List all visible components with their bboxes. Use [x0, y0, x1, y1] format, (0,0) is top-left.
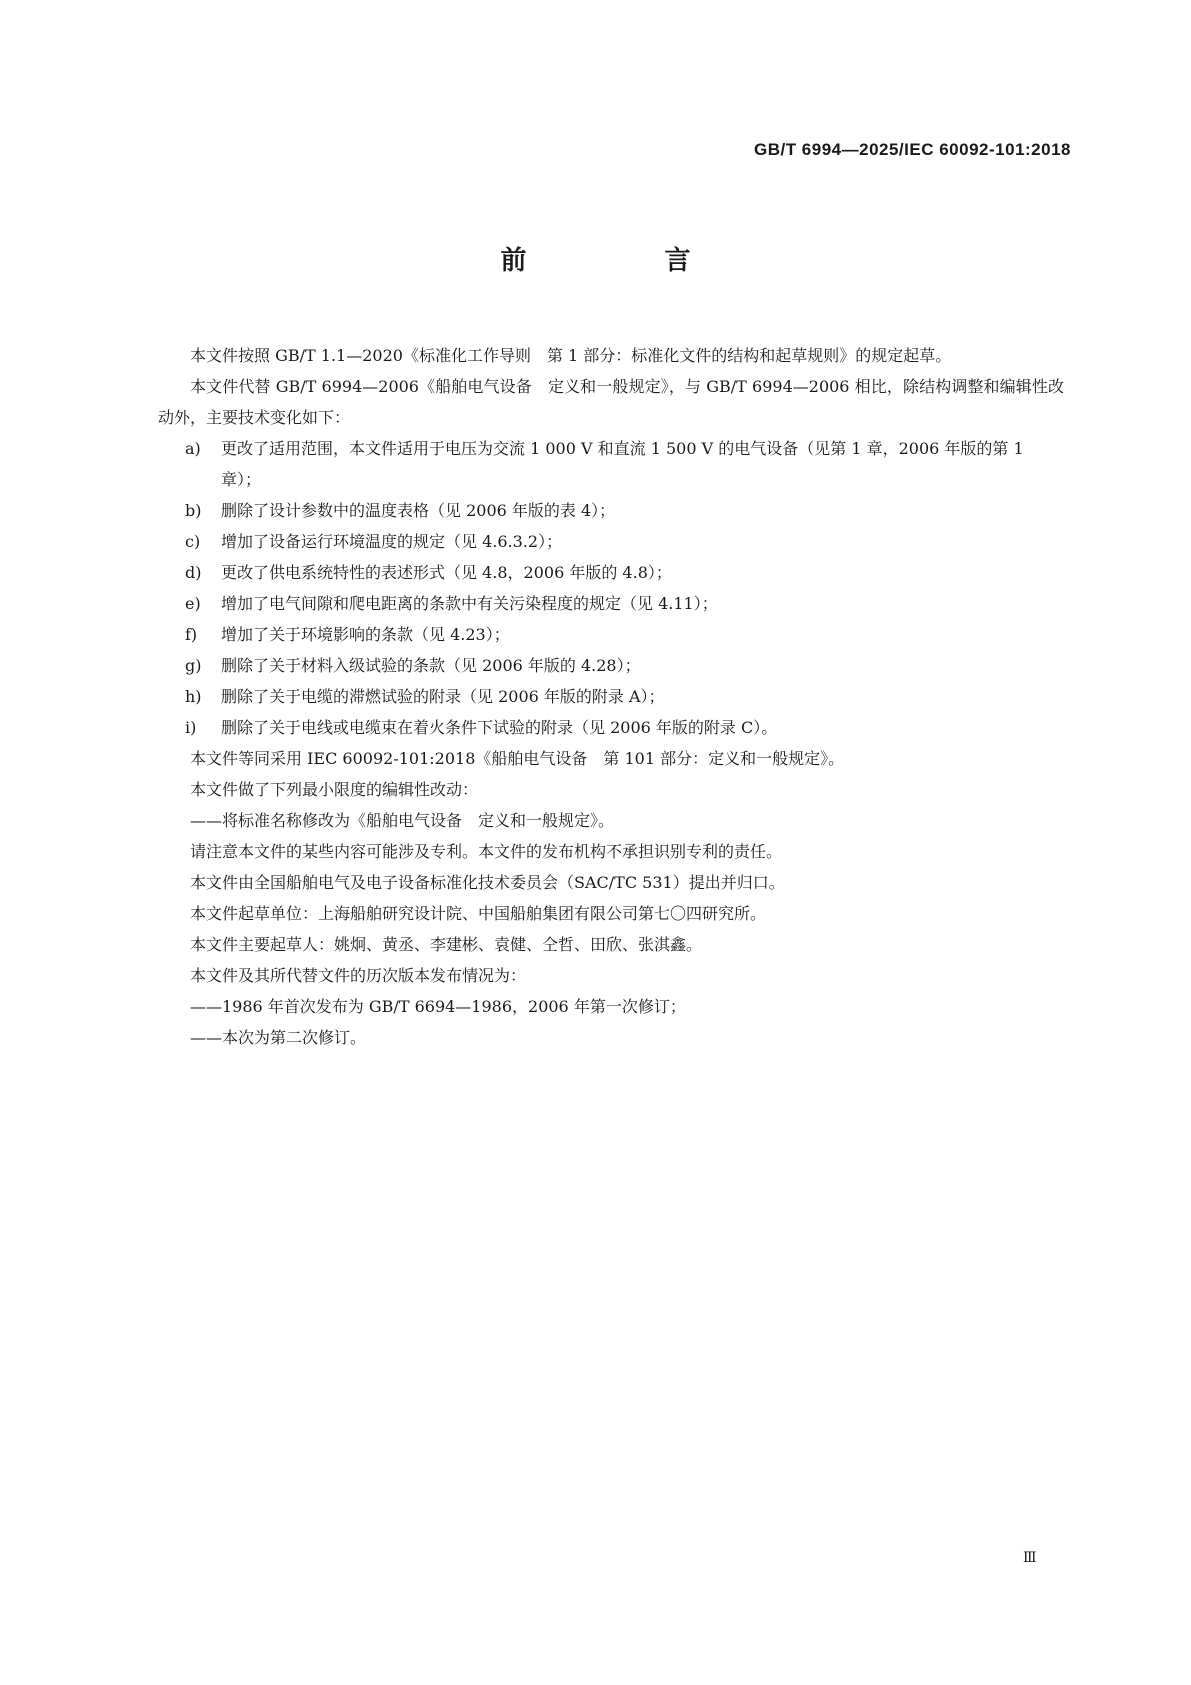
list-marker: e) [185, 594, 201, 613]
list-marker: h) [185, 687, 202, 706]
list-item-text: 删除了关于材料入级试验的条款（见 2006 年版的 4.28）； [221, 656, 641, 675]
list-item-text: 更改了供电系统特性的表述形式（见 4.8，2006 年版的 4.8）； [221, 563, 672, 582]
standard-code: GB/T 6994—2025/IEC 60092-101:2018 [753, 140, 1071, 159]
replacement-paragraph: 本文件代替 GB/T 6994—2006《船舶电气设备 定义和一般规定》，与 GB/T 6994—2006 相比，除结构调整和编辑性改动外，主要技术变化如下： [158, 377, 1064, 427]
page-title: 前 言 [500, 246, 747, 276]
list-item-text: 增加了电气间隙和爬电距离的条款中有关污染程度的规定（见 4.11）； [221, 594, 718, 613]
drafters-paragraph: 本文件主要起草人：姚炯、黄丞、李建彬、袁健、仝哲、田欣、张淇鑫。 [190, 935, 703, 954]
history-item: ——本次为第二次修订。 [190, 1028, 367, 1047]
edit-item: ——将标准名称修改为《船舶电气设备 定义和一般规定》。 [190, 811, 615, 830]
list-marker: b) [185, 501, 202, 520]
page-number: Ⅲ [1023, 1550, 1037, 1566]
list-item-text: 更改了适用范围，本文件适用于电压为交流 1 000 V 和直流 1 500 V 的电气设备（见第 1 章，2006 年版的第 1 章）； [221, 439, 1024, 489]
history-intro: 本文件及其所代替文件的历次版本发布情况为： [190, 966, 527, 985]
list-marker: d) [185, 563, 202, 582]
history-item: ——1986 年首次发布为 GB/T 6694—1986，2006 年第一次修订； [190, 997, 686, 1016]
list-item [158, 588, 1064, 619]
proposed-by-paragraph: 本文件由全国船舶电气及电子设备标准化技术委员会（SAC/TC 531）提出并归口。 [190, 873, 785, 892]
list-item [158, 712, 1064, 743]
list-item [158, 495, 1064, 526]
list-item [158, 557, 1064, 588]
preface-body [158, 340, 1064, 1053]
adoption-paragraph: 本文件等同采用 IEC 60092-101:2018《船舶电气设备 第 101 部分：定义和一般规定》。 [190, 749, 845, 768]
list-marker: g) [185, 656, 202, 675]
changes-list [158, 433, 1064, 743]
list-item [158, 526, 1064, 557]
list-item [158, 681, 1064, 712]
list-marker: c) [185, 532, 201, 551]
patent-notice: 请注意本文件的某些内容可能涉及专利。本文件的发布机构不承担识别专利的责任。 [190, 842, 783, 861]
list-marker: f) [185, 625, 198, 644]
list-item [158, 433, 1064, 495]
drafting-rules-paragraph: 本文件按照 GB/T 1.1—2020《标准化工作导则 第 1 部分：标准化文件的结构和起草规则》的规定起草。 [190, 346, 952, 365]
drafting-units-paragraph: 本文件起草单位：上海船舶研究设计院、中国船舶集团有限公司第七〇四研究所。 [190, 904, 767, 923]
list-item-text: 删除了关于电线或电缆束在着火条件下试验的附录（见 2006 年版的附录 C）。 [221, 718, 778, 737]
list-marker: a) [185, 439, 201, 458]
list-marker: i) [185, 718, 197, 737]
list-item-text: 增加了设备运行环境温度的规定（见 4.6.3.2）； [221, 532, 563, 551]
list-item-text: 删除了关于电缆的滞燃试验的附录（见 2006 年版的附录 A）； [221, 687, 665, 706]
list-item-text: 增加了关于环境影响的条款（见 4.23）； [221, 625, 510, 644]
edits-intro: 本文件做了下列最小限度的编辑性改动： [190, 780, 479, 799]
list-item [158, 619, 1064, 650]
list-item [158, 650, 1064, 681]
list-item-text: 删除了设计参数中的温度表格（见 2006 年版的表 4）； [221, 501, 616, 520]
